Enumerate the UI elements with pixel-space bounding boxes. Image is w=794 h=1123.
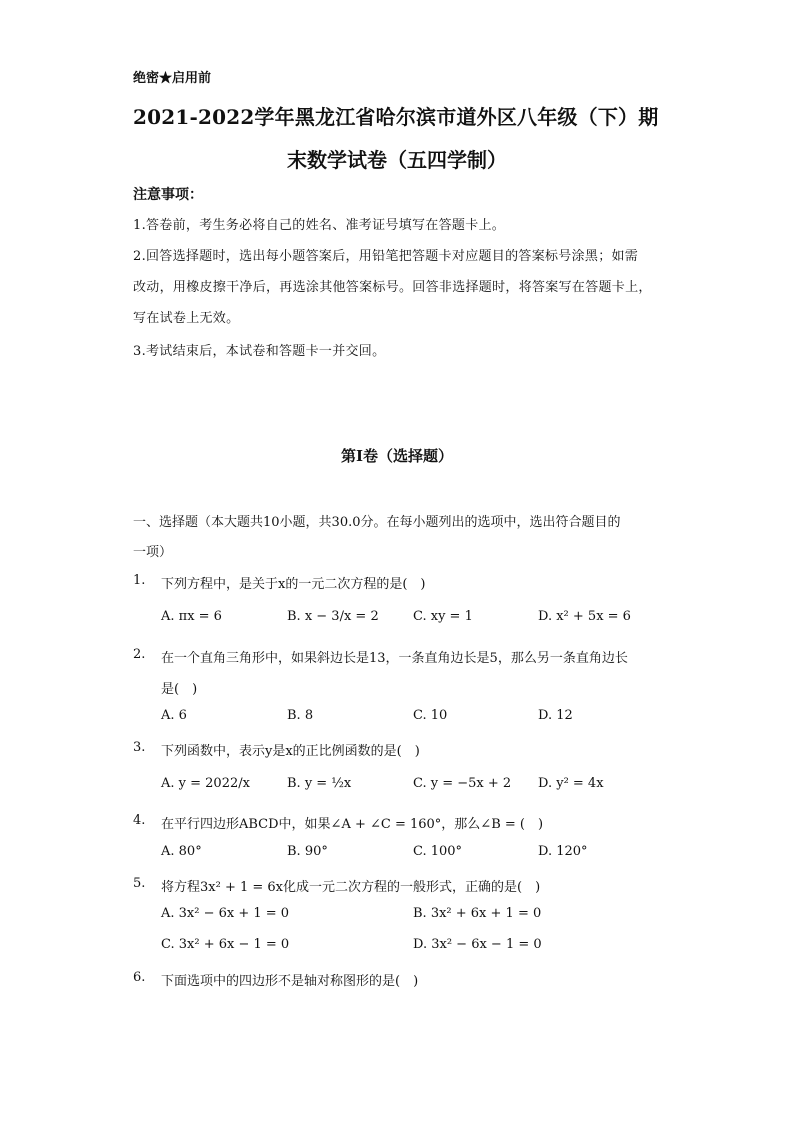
option-c: C. y = −5x + 2: [413, 776, 512, 791]
question-text: 在一个直角三角形中，如果斜边长是13，一条直角边长是5，那么另一条直角边长: [161, 651, 628, 666]
question-text: 在平行四边形ABCD中，如果∠A + ∠C = 160°，那么∠B = ( ): [161, 817, 544, 832]
question-number: 2.: [133, 647, 146, 662]
question-number: 3.: [133, 740, 146, 755]
option-c: C. 10: [413, 708, 448, 723]
note-line-5: 3.考试结束后，本试卷和答题卡一并交回。: [133, 344, 386, 359]
part-instruction-line-1: 一、选择题（本大题共10小题，共30.0分。在每小题列出的选项中，选出符合题目的: [133, 515, 621, 530]
note-line-1: 1.答卷前，考生务必将自己的姓名、准考证号填写在答题卡上。: [133, 218, 506, 233]
exam-title-line-2: 末数学试卷（五四学制）: [287, 148, 507, 172]
option-a: A. 3x² − 6x + 1 = 0: [161, 906, 290, 921]
option-a: A. 6: [161, 708, 187, 723]
option-d: D. 120°: [538, 844, 588, 859]
question-number: 1.: [133, 573, 146, 588]
note-line-2: 2.回答选择题时，选出每小题答案后，用铅笔把答题卡对应题目的答案标号涂黑；如需: [133, 249, 639, 264]
question-text: 下列函数中，表示y是x的正比例函数的是( ): [161, 744, 420, 759]
option-a: A. 80°: [161, 844, 202, 859]
part-instruction-line-2: 一项）: [133, 545, 173, 560]
option-d: D. 12: [538, 708, 573, 723]
exam-title-line-1: 2021-2022学年黑龙江省哈尔滨市道外区八年级（下）期: [133, 105, 659, 129]
question-text: 下面选项中的四边形不是轴对称图形的是( ): [161, 974, 419, 989]
option-b: B. x − 3/x = 2: [287, 609, 379, 624]
option-d: D. y² = 4x: [538, 776, 604, 791]
option-b: B. 8: [287, 708, 314, 723]
question-number: 6.: [133, 970, 146, 985]
option-b: B. y = ½x: [287, 776, 352, 791]
confidential-label: 绝密★启用前: [133, 71, 212, 86]
option-b: B. 90°: [287, 844, 328, 859]
option-c: C. 100°: [413, 844, 463, 859]
option-d: D. 3x² − 6x − 1 = 0: [413, 937, 542, 952]
option-b: B. 3x² + 6x + 1 = 0: [413, 906, 542, 921]
note-line-3: 改动，用橡皮擦干净后，再选涂其他答案标号。回答非选择题时，将答案写在答题卡上，: [133, 280, 652, 295]
question-text-continued: 是( ): [161, 682, 198, 697]
option-c: C. xy = 1: [413, 609, 473, 624]
notes-heading: 注意事项：: [133, 187, 203, 203]
option-c: C. 3x² + 6x − 1 = 0: [161, 937, 290, 952]
option-a: A. πx = 6: [161, 609, 222, 624]
section-title: 第I卷（选择题）: [340, 447, 454, 465]
question-number: 4.: [133, 813, 146, 828]
question-text: 下列方程中，是关于x的一元二次方程的是( ): [161, 577, 426, 592]
question-number: 5.: [133, 876, 146, 891]
option-a: A. y = 2022/x: [161, 776, 250, 791]
note-line-4: 写在试卷上无效。: [133, 311, 240, 326]
option-d: D. x² + 5x = 6: [538, 609, 631, 624]
question-text: 将方程3x² + 1 = 6x化成一元二次方程的一般形式，正确的是( ): [161, 880, 541, 895]
